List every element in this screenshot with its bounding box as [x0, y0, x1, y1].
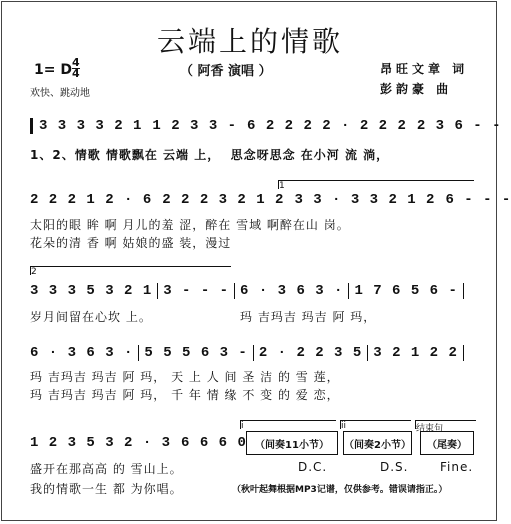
lyrics-line-3a: 岁月间留在心坎 上。 [30, 310, 152, 324]
measure: 3 - - - [163, 283, 230, 299]
measure: 2 3 6 - - [416, 118, 502, 134]
lyrics-line-2b: 花朵的清 香 啊 姑娘的盛 装，漫过 [30, 236, 232, 250]
time-signature [72, 58, 80, 79]
measure: 3 2 1 2 2 [373, 345, 458, 361]
marker-dc: D.C. [298, 460, 328, 474]
volta-2: 2 [30, 266, 231, 275]
lyrics-line-4b: 玛 吉玛吉 玛吉 阿 玛， 千 年 情 缘 不 变 的 爱 恋， [30, 388, 340, 402]
measure: 6 · 3 6 3 · [240, 283, 344, 299]
notes-line-4 [30, 345, 475, 361]
song-title: 云端上的情歌 [156, 25, 343, 58]
notes-line-5 [30, 435, 247, 451]
lyric-text: 1、2、情歌 情歌飘在 云端 上， [30, 148, 221, 162]
composer-credit: 彭韵豪 曲 [380, 82, 453, 96]
time-bottom: 4 [72, 67, 80, 80]
measure: 2 · 2 2 3 5 [258, 345, 363, 361]
tempo-mark: 欢快、跳动地 [30, 88, 90, 99]
marker-ds: D.S. [380, 460, 409, 474]
marker-fine: Fine. [440, 460, 474, 474]
notes-line-1 [30, 118, 502, 134]
notes-line-3 [30, 283, 475, 299]
measure: 1 2 3 5 3 2 · 3 [30, 435, 172, 451]
volta-i: i [240, 420, 336, 429]
transcription-note: （秋叶起舞根据MP3记谱，仅供参考。错误请指正。） [232, 485, 448, 495]
lyricist-credit: 昂旺文章 词 [380, 62, 469, 76]
lyrics-line-2a: 太阳的眼 眸 啊 月儿的羞 涩，醉在 雪域 啊醉在山 岗。 [30, 218, 350, 232]
measure: 6 - - - [445, 192, 511, 208]
singer-label: （ 阿香 演唱 ） [180, 64, 272, 79]
volta-ending: 结束句 [415, 420, 476, 429]
measure: 1 7 6 5 6 - [354, 283, 458, 299]
volta-ii: ii [340, 420, 411, 429]
interlude-box-2: （间奏2小节） [343, 431, 412, 455]
lyrics-line-4a: 玛 吉玛吉 玛吉 阿 玛， 天 上 人 间 圣 洁 的 雪 莲， [30, 370, 340, 384]
lyrics-line-1 [30, 146, 475, 163]
time-top: 4 [72, 56, 80, 69]
measure: 1 2 3 3 - [152, 118, 238, 134]
measure: 5 5 5 6 3 - [144, 345, 248, 361]
lyrics-line-5a: 盛开在那高高 的 雪山上。 [30, 462, 183, 476]
lyrics-line-5b: 我的情歌一生 都 为你唱。 [30, 482, 183, 496]
measure: 2 2 2 3 2 1 2 [162, 192, 285, 208]
outro-box: （尾奏） [420, 431, 474, 455]
repeat-start-sign [30, 118, 33, 134]
lyric-text: 思念呀思念 在小河 流 淌， [230, 148, 390, 162]
interlude-box-1: （间奏11小节） [246, 431, 338, 455]
measure: 6 · 3 6 3 · [30, 345, 134, 361]
volta-1: 1 [278, 180, 474, 189]
measure: 6 6 6 0 [181, 435, 247, 451]
notes-line-2 [30, 192, 511, 208]
measure: 2 2 2 1 2 · 6 [30, 192, 153, 208]
measure: 3 3 3 3 2 1 [39, 118, 143, 134]
key-signature: 1= D [34, 62, 72, 78]
measure: 6 2 2 2 2 · 2 2 2 [247, 118, 407, 134]
lyrics-line-3b: 玛 吉玛吉 玛吉 阿 玛， [240, 310, 377, 324]
measure: 3 3 · 3 3 2 1 2 [294, 192, 436, 208]
measure: 3 3 3 5 3 2 1 [30, 283, 153, 299]
